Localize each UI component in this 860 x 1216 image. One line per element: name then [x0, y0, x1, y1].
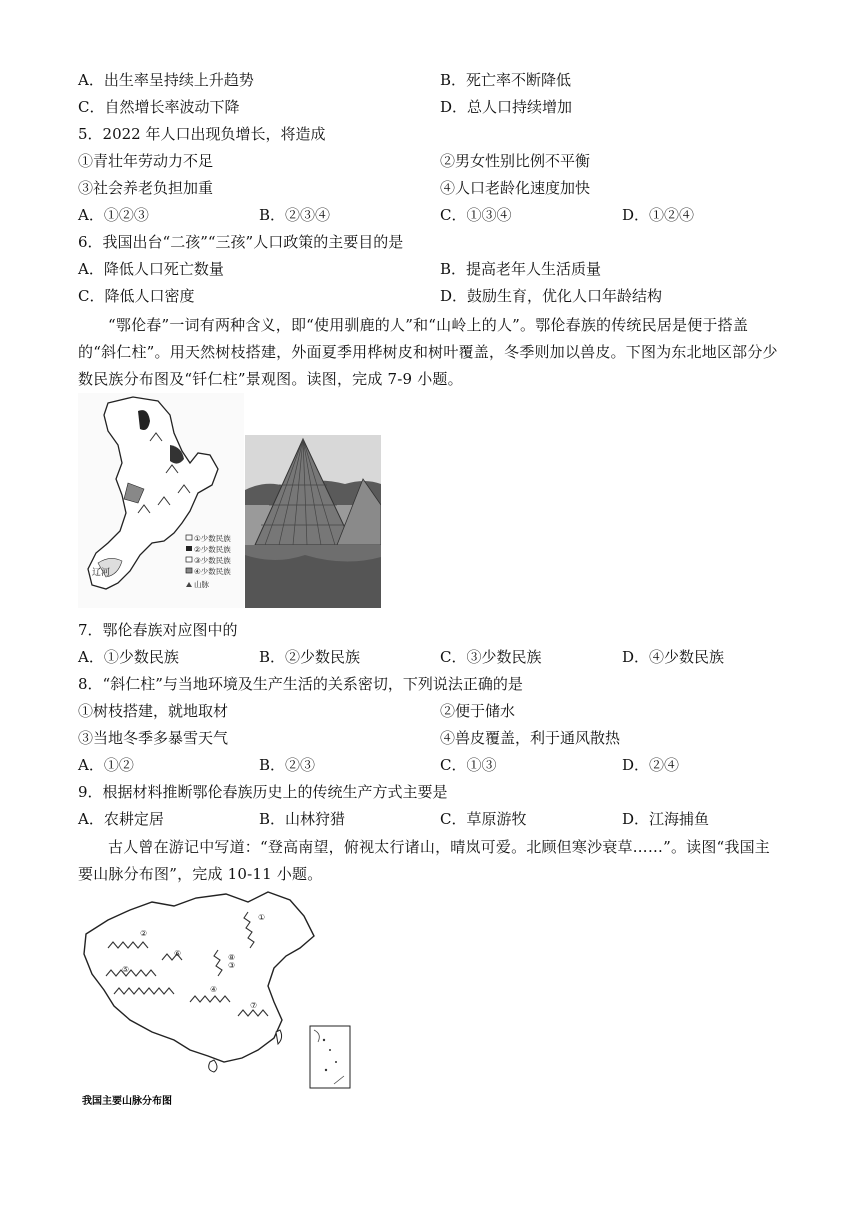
q5-statement-4: ④人口老龄化速度加快 — [440, 179, 591, 197]
q8-option-b: B．②③ — [259, 756, 316, 774]
q8-statement-2: ②便于储水 — [440, 702, 516, 720]
passage-taihang: 古人曾在游记中写道：“登高南望，俯视太行诸山，晴岚可爱。北顾但寒沙衰草……”。读图“我国主要山脉分布图”，完成 10-11 小题。 — [78, 838, 771, 883]
q8-statement-1: ①树枝搭建，就地取材 — [78, 702, 229, 720]
legend-item-mountain: 山脉 — [194, 580, 209, 589]
legend-item-2: ②少数民族 — [194, 545, 231, 554]
q8-stem: 8．“斜仁柱”与当地环境及生产生活的关系密切，下列说法正确的是 — [78, 675, 523, 693]
mountain-label-4: ④ — [210, 985, 218, 994]
q6-option-d: D．鼓励生育，优化人口年龄结构 — [440, 287, 663, 305]
q5-option-c: C．①③④ — [440, 206, 512, 224]
mountain-label-8: ⑧ — [228, 953, 236, 962]
xierenzhu-photo — [245, 435, 381, 608]
map-caption: 我国主要山脉分布图 — [82, 1096, 172, 1107]
q4-option-b: B．死亡率不断降低 — [440, 71, 572, 89]
map-region-label: 辽河 — [92, 568, 111, 578]
q5-option-b: B．②③④ — [259, 206, 331, 224]
q8-option-a: A．①② — [78, 756, 134, 774]
q9-option-a: A．农耕定居 — [78, 810, 164, 828]
mountain-label-6: ⑥ — [174, 949, 182, 958]
mountain-label-7: ⑦ — [250, 1001, 258, 1010]
q4-option-d: D．总人口持续增加 — [440, 98, 573, 116]
mountain-label-2: ② — [140, 929, 148, 938]
q9-stem: 9．根据材料推断鄂伦春族历史上的传统生产方式主要是 — [78, 783, 448, 801]
q8-option-c: C．①③ — [440, 756, 497, 774]
mountain-label-5: ⑤ — [122, 965, 130, 974]
q8-option-d: D．②④ — [622, 756, 680, 774]
q7-option-d: D．④少数民族 — [622, 648, 725, 666]
q5-statement-1: ①青壮年劳动力不足 — [78, 152, 214, 170]
q5-statement-3: ③社会养老负担加重 — [78, 179, 214, 197]
legend-item-3: ③少数民族 — [194, 556, 231, 565]
q7-option-a: A．①少数民族 — [78, 648, 179, 666]
q8-statement-3: ③当地冬季多暴雪天气 — [78, 729, 229, 747]
q7-stem: 7．鄂伦春族对应图中的 — [78, 621, 238, 639]
northeast-minority-map — [78, 393, 244, 608]
q5-option-d: D．①②④ — [622, 206, 695, 224]
legend-item-4: ④少数民族 — [194, 567, 231, 576]
q7-option-b: B．②少数民族 — [259, 648, 361, 666]
q5-option-a: A．①②③ — [78, 206, 149, 224]
q9-option-b: B．山林狩猎 — [259, 810, 346, 828]
mountain-label-3: ③ — [228, 961, 236, 970]
q6-stem: 6．我国出台“二孩”“三孩”人口政策的主要目的是 — [78, 233, 404, 251]
q4-option-c: C．自然增长率波动下降 — [78, 98, 240, 116]
q6-option-a: A．降低人口死亡数量 — [78, 260, 224, 278]
q8-statement-4: ④兽皮覆盖，利于通风散热 — [440, 729, 621, 747]
mountain-label-1: ① — [258, 913, 266, 922]
china-mountains-map — [78, 890, 360, 1110]
legend-item-1: ①少数民族 — [194, 534, 231, 543]
passage-orogen: “鄂伦春”一词有两种含义，即“使用驯鹿的人”和“山岭上的人”。鄂伦春族的传统民居是便于搭盖的“斜仁柱”。用天然树枝搭建，外面夏季用桦树皮和树叶覆盖，冬季则加以兽皮。下图为东北地区部分少数民族分布图及“钎仁柱”景观图。读图，完成 7-9 小题。 — [78, 316, 778, 388]
q6-option-b: B．提高老年人生活质量 — [440, 260, 602, 278]
q6-option-c: C．降低人口密度 — [78, 287, 195, 305]
q4-option-a: A．出生率呈持续上升趋势 — [78, 71, 254, 89]
q5-statement-2: ②男女性别比例不平衡 — [440, 152, 591, 170]
q9-option-c: C．草原游牧 — [440, 810, 527, 828]
q5-stem: 5．2022 年人口出现负增长，将造成 — [78, 125, 326, 143]
q7-option-c: C．③少数民族 — [440, 648, 542, 666]
q9-option-d: D．江海捕鱼 — [622, 810, 710, 828]
